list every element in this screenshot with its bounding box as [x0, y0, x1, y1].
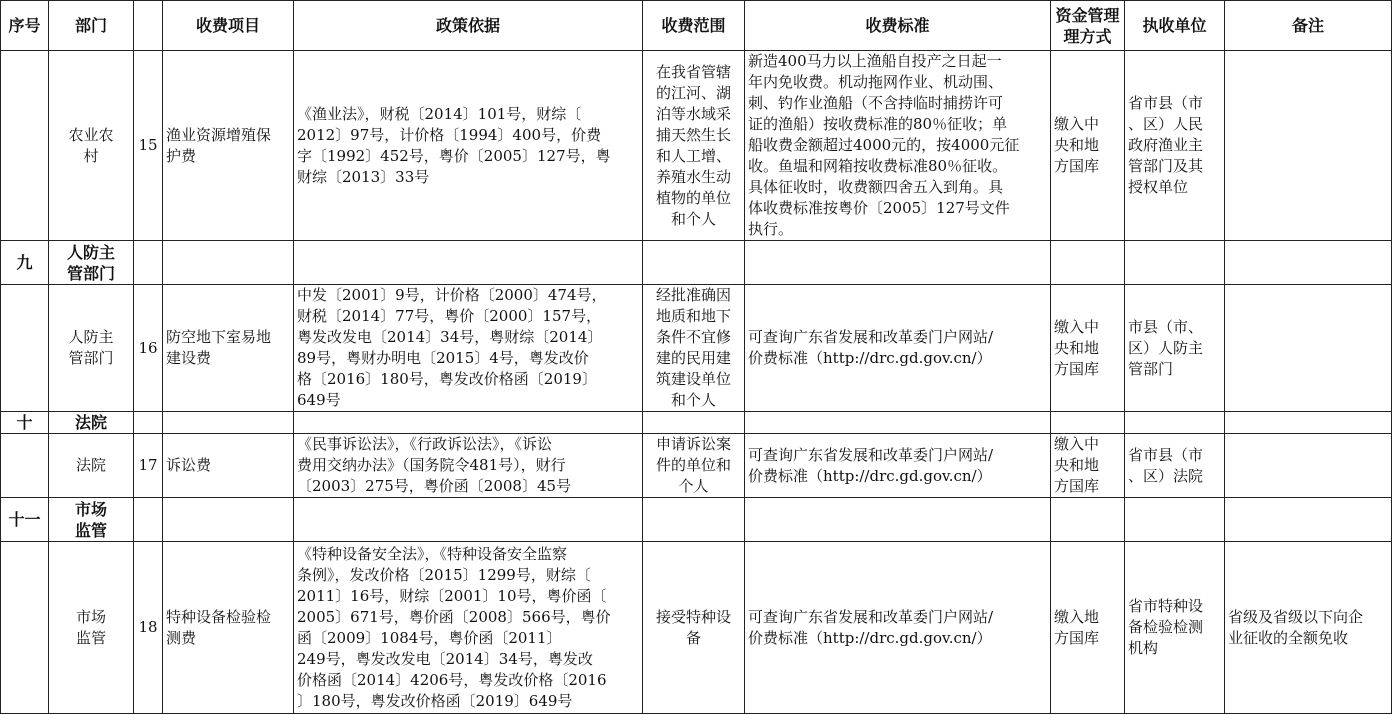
cell-item: 诉讼费 [163, 434, 294, 498]
empty-cell [1125, 412, 1225, 434]
cell-item: 特种设备检验检 测费 [163, 542, 294, 714]
empty-cell [294, 241, 643, 285]
empty-cell [643, 412, 745, 434]
cell-no: 17 [134, 434, 163, 498]
table-row [1, 285, 1392, 412]
empty-cell [294, 498, 643, 542]
cell-item: 防空地下室易地 建设费 [163, 285, 294, 412]
cell-fund: 缴入地 方国库 [1051, 542, 1125, 714]
table-row [1, 434, 1392, 498]
cell-standard: 新造400马力以上渔船自投产之日起一 年内免收费。机动拖网作业、机动围、 刺、钓作业渔船（不含持临时捕捞许可 证的渔船）按收费标准的80％征收；单 船收费金额超过4000元的，按4000元征 收。鱼塭和网箱按收费标准80％征收。 具体征收时，收费额四舍五入到角。具 体收费标准按粤价〔2005〕127号文件 执行。 [745, 51, 1051, 241]
cell-standard: 可查询广东省发展和改革委门户网站/ 价费标准（http://drc.gd.gov.cn/） [745, 285, 1051, 412]
table-header-row [1, 1, 1392, 51]
section-department: 市场 监管 [49, 498, 134, 542]
empty-cell [1225, 412, 1392, 434]
header-no [134, 1, 163, 51]
section-number: 九 [1, 241, 49, 285]
cell-scope: 接受特种设 备 [643, 542, 745, 714]
cell-note: 省级及省级以下向企 业征收的全额免收 [1225, 542, 1392, 714]
cell-scope: 申请诉讼案 件的单位和 个人 [643, 434, 745, 498]
header-item: 收费项目 [163, 1, 294, 51]
header-policy: 政策依据 [294, 1, 643, 51]
cell-fund: 缴入中 央和地 方国库 [1051, 51, 1125, 241]
cell-standard: 可查询广东省发展和改革委门户网站/ 价费标准（http://drc.gd.gov.cn/） [745, 434, 1051, 498]
cell-seq [1, 434, 49, 498]
section-department: 人防主 管部门 [49, 241, 134, 285]
section-row [1, 498, 1392, 542]
empty-cell [294, 412, 643, 434]
header-collector: 执收单位 [1125, 1, 1225, 51]
empty-cell [134, 412, 163, 434]
section-number: 十一 [1, 498, 49, 542]
cell-seq [1, 51, 49, 241]
cell-policy: 中发〔2001〕9号，计价格〔2000〕474号， 财税〔2014〕77号，粤价〔2000〕157号， 粤发改发电〔2014〕34号，粤财综〔2014〕 89号，粤财办明电〔2015〕4号，粤发改价 格〔2016〕180号，粤发改价格函〔2019〕 649号 [294, 285, 643, 412]
header-note: 备注 [1225, 1, 1392, 51]
section-number: 十 [1, 412, 49, 434]
cell-policy: 《渔业法》，财税〔2014〕101号，财综〔 2012〕97号，计价格〔1994〕400号，价费 字〔1992〕452号，粤价〔2005〕127号，粤 财综〔2013〕33号 [294, 51, 643, 241]
header-seq: 序号 [1, 1, 49, 51]
cell-collector: 市县（市、 区）人防主 管部门 [1125, 285, 1225, 412]
section-row [1, 241, 1392, 285]
empty-cell [163, 412, 294, 434]
cell-collector: 省市县（市 、区）人民 政府渔业主 管部门及其 授权单位 [1125, 51, 1225, 241]
cell-collector: 省市特种设 备检验检测 机构 [1125, 542, 1225, 714]
empty-cell [1051, 412, 1125, 434]
cell-dept: 人防主 管部门 [49, 285, 134, 412]
cell-fund: 缴入中 央和地 方国库 [1051, 434, 1125, 498]
empty-cell [134, 241, 163, 285]
cell-dept: 市场 监管 [49, 542, 134, 714]
empty-cell [134, 498, 163, 542]
empty-cell [1225, 498, 1392, 542]
cell-scope: 在我省管辖 的江河、湖 泊等水域采 捕天然生长 和人工增、 养殖水生动 植物的单位 和个人 [643, 51, 745, 241]
empty-cell [1125, 498, 1225, 542]
cell-item: 渔业资源增殖保 护费 [163, 51, 294, 241]
empty-cell [163, 241, 294, 285]
cell-policy: 《特种设备安全法》，《特种设备安全监察 条例》，发改价格〔2015〕1299号，财综〔 2011〕16号，财综〔2001〕10号，粤价函〔 2005〕671号，粤价函〔2008〕566号，粤价 函〔2009〕1084号，粤价函〔2011〕 249号，粤发改发电〔2014〕34号，粤发改 价格函〔2014〕4206号，粤发改价格〔2016 〕180号，粤发改价格函〔2019〕649号 [294, 542, 643, 714]
empty-cell [1051, 498, 1125, 542]
header-fund: 资金管理 理方式 [1051, 1, 1125, 51]
cell-standard: 可查询广东省发展和改革委门户网站/ 价费标准（http://drc.gd.gov.cn/） [745, 542, 1051, 714]
cell-note [1225, 51, 1392, 241]
cell-no: 16 [134, 285, 163, 412]
empty-cell [1125, 241, 1225, 285]
cell-seq [1, 285, 49, 412]
empty-cell [745, 498, 1051, 542]
cell-seq [1, 542, 49, 714]
cell-scope: 经批准确因 地质和地下 条件不宜修 建的民用建 筑建设单位 和个人 [643, 285, 745, 412]
empty-cell [1051, 241, 1125, 285]
empty-cell [745, 412, 1051, 434]
cell-dept: 法院 [49, 434, 134, 498]
cell-policy: 《民事诉讼法》，《行政诉讼法》，《诉讼 费用交纳办法》（国务院令481号），财行 〔2003〕275号，粤价函〔2008〕45号 [294, 434, 643, 498]
cell-collector: 省市县（市 、区）法院 [1125, 434, 1225, 498]
header-standard: 收费标准 [745, 1, 1051, 51]
cell-no: 15 [134, 51, 163, 241]
header-scope: 收费范围 [643, 1, 745, 51]
table-row [1, 542, 1392, 714]
empty-cell [163, 498, 294, 542]
section-department: 法院 [49, 412, 134, 434]
cell-note [1225, 285, 1392, 412]
section-row [1, 412, 1392, 434]
empty-cell [745, 241, 1051, 285]
table-row [1, 51, 1392, 241]
empty-cell [1225, 241, 1392, 285]
cell-dept: 农业农 村 [49, 51, 134, 241]
cell-no: 18 [134, 542, 163, 714]
header-dept: 部门 [49, 1, 134, 51]
cell-fund: 缴入中 央和地 方国库 [1051, 285, 1125, 412]
empty-cell [643, 241, 745, 285]
empty-cell [643, 498, 745, 542]
cell-note [1225, 434, 1392, 498]
